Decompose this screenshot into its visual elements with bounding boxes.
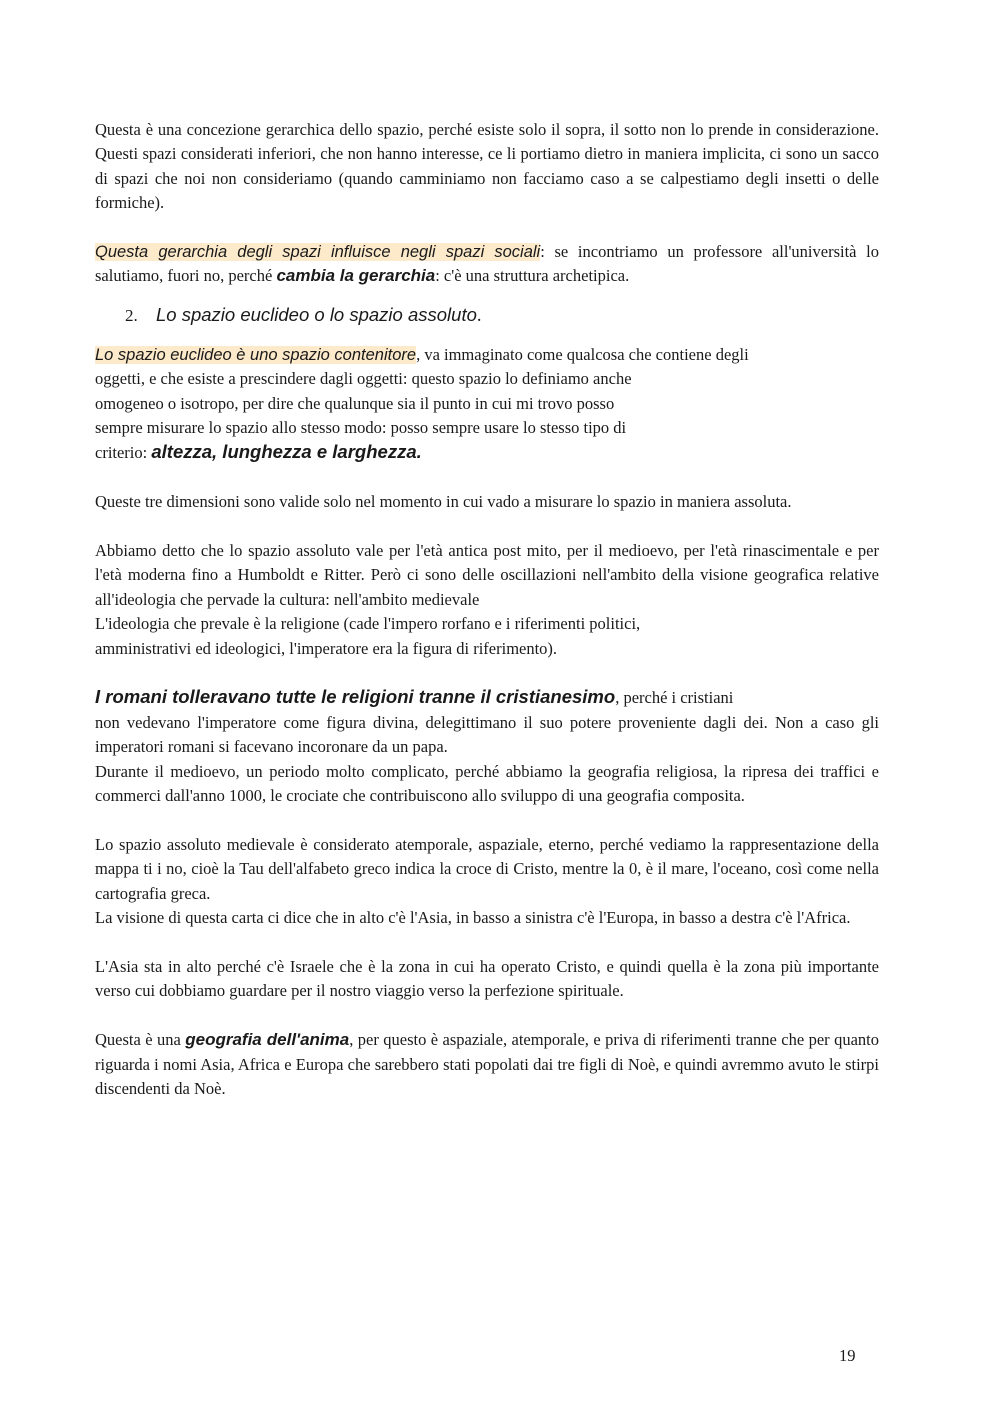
paragraph-soul-geography	[95, 1028, 879, 1101]
text-line: oggetti, e che esiste a prescindere dagli oggetti: questo spazio lo definiamo anche	[95, 369, 632, 389]
paragraph-hierarchy: Questa è una concezione gerarchica dello spazio, perché esiste solo il sopra, il sotto non lo prende in considerazione. Questi spazi considerati inferiori, che non hanno interesse, ce li portiamo dietro in maniera implicita, ci sono un sacco di spazi che noi non consideriamo (quando camminiamo non facciamo caso a se calpestiamo degli insetti o delle formiche).	[95, 120, 879, 213]
paragraph-social-spaces	[95, 240, 879, 289]
page-number: 19	[839, 1346, 856, 1365]
bold-text: geografia dell'anima	[185, 1030, 350, 1050]
paragraph-euclidean-space	[95, 343, 879, 466]
line-text: , va immaginato come qualcosa che contiene degli	[416, 344, 749, 364]
text-line	[95, 343, 879, 367]
paragraph-absolute-space	[95, 539, 879, 661]
paragraph-text: : c'è una struttura archetipica.	[435, 266, 630, 286]
line-text: criterio:	[95, 443, 152, 463]
paragraph-medieval-space	[95, 833, 879, 931]
heading-number: 2.	[125, 305, 138, 325]
heading-text: Lo spazio euclideo o lo spazio assoluto	[156, 303, 477, 325]
heading-tail: .	[476, 305, 482, 326]
text-line: L'ideologia che prevale è la religione (cade l'impero rorfano e i riferimenti politici,	[95, 614, 641, 634]
page-body	[95, 118, 879, 1101]
justified-text: Abbiamo detto che lo spazio assoluto vale per l'età antica post mito, per il medioevo, per l'età rinascimentale e per l'età moderna fino a Humboldt e Ritter. Però ci sono delle oscillazioni nell'ambito della visione geografica relative all'ideologia che pervade la cultura: nell'ambito medievale	[95, 541, 879, 609]
section-heading	[125, 301, 879, 330]
paragraph-romans	[95, 685, 879, 808]
line-text: , perché i cristiani	[615, 688, 734, 708]
text-line	[95, 440, 879, 465]
text-line: omogeneo o isotropo, per dire che qualunque sia il punto in cui mi trovo posso	[95, 393, 615, 413]
paragraph-text: : se incontriamo un professore all'università lo salutiamo, fuori no, perché	[95, 242, 879, 286]
bold-text: I romani tolleravano tutte le religioni tranne il cristianesimo	[95, 686, 616, 708]
justified-text: Durante il medioevo, un periodo molto complicato, perché abbiamo la geografia religiosa, la ripresa dei traffici e commerci dall'anno 1000, le crociate che contribuiscono allo sviluppo di una geografia composita.	[95, 761, 879, 806]
justified-text: La visione di questa carta ci dice che in alto c'è l'Asia, in basso a sinistra c'è l'Europa, in basso a destra c'è l'Africa.	[95, 908, 851, 928]
text-line: sempre misurare lo spazio allo stesso modo: posso sempre usare lo stesso tipo di	[95, 418, 627, 438]
text-line: amministrativi ed ideologici, l'imperatore era la figura di riferimento).	[95, 638, 558, 658]
paragraph-text: Questa è una	[95, 1030, 186, 1050]
justified-text: Lo spazio assoluto medievale è considerato atemporale, aspaziale, eterno, perché vediamo la rappresentazione della mappa ti i no, cioè la Tau dell'alfabeto greco indica la croce di Cristo, mentre la 0, è il mare, l'oceano, così come nella cartografia greca.	[95, 834, 879, 903]
justified-text: non vedevano l'imperatore come figura divina, delegittimano il suo potere proveniente dagli dei. Non a caso gli imperatori romani si facevano incoronare da un papa.	[95, 712, 879, 757]
paragraph-text: , per questo è aspaziale, atemporale, e priva di riferimenti tranne che per quanto riguarda i nomi Asia, Africa e Europa che sarebbero stati popolati dai tre figli di Noè, e quindi avremmo avuto le stirpi discendenti da Noè.	[95, 1030, 879, 1098]
text-line	[95, 685, 879, 710]
paragraph-dimensions: Queste tre dimensioni sono valide solo nel momento in cui vado a misurare lo spazio in maniera assoluta.	[95, 492, 792, 512]
bold-text: cambia la gerarchia	[276, 266, 436, 286]
paragraph-asia: L'Asia sta in alto perché c'è Israele che è la zona in cui ha operato Cristo, e quindi quella è la zona più importante verso cui dobbiamo guardare per il nostro viaggio verso la perfezione spirituale.	[95, 956, 879, 1001]
highlighted-text: Lo spazio euclideo è uno spazio contenitore	[95, 345, 417, 364]
highlighted-text: Questa gerarchia degli spazi influisce negli spazi sociali	[95, 243, 541, 262]
bold-text: altezza, lunghezza e larghezza.	[151, 441, 422, 463]
